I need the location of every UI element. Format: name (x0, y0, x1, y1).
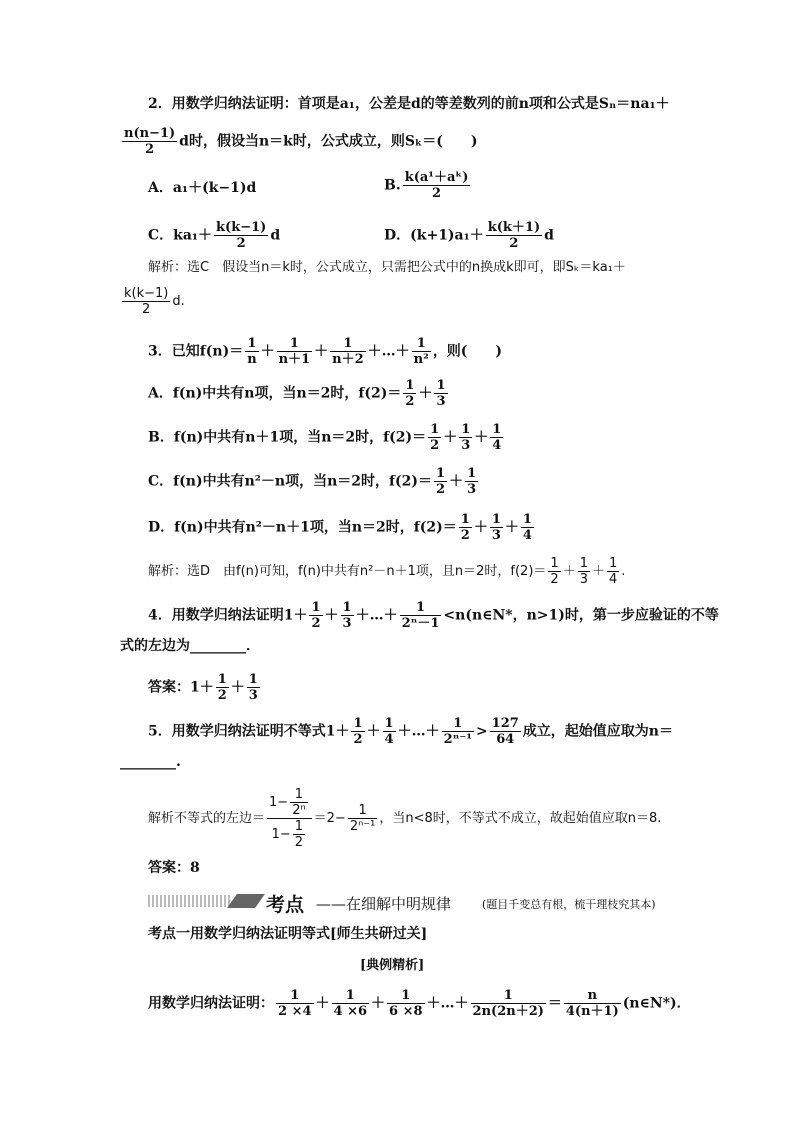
slash-decoration (227, 894, 265, 908)
q4-answer: 答案：1＋ $\frac{1}{2}$ ＋ $\frac{1}{3}$ (148, 672, 258, 703)
q5-solution: 解析不等式的左边＝ 1− $\frac{1}{\text{2ⁿ}}$ 1− $\frac{1}{2}$ ＝2− $\frac{1}{\text{2ⁿ⁻¹}}$ ，当n<8时，不等式不成立，故起始值应取n＝8. (148, 787, 662, 850)
q3-stem: 3．已知f(n)＝ $\frac{1}{n}$ ＋ $\frac{1}{n+1}$ ＋ $\frac{1}{n+2}$ ＋…＋ $\frac{1}{\text{n²}}$ ，则( ) (148, 336, 503, 367)
q4-stem-line1: 4．用数学归纳法证明1＋ $\frac{1}{2}$ ＋ $\frac{1}{3}$ ＋…＋ $\frac{1}{\text{2ⁿ－1}}$ <n(n∈N*，n>1)时，第一步应验证的不等 (148, 600, 719, 631)
example-statement: 用数学归纳法证明： $\frac{1}{2 \times 4}$ ＋ $\frac{1}{4 \times 6}$ ＋ $\frac{1}{6 \times 8}$ ＋…＋ $\frac{1}{2n(2n+2)}$ ＝ $\frac{n}{4(n+1)}$ (n∈N*)． (148, 988, 691, 1019)
q2-option-d: D．(k+1)a₁＋ $\frac{k(k+1)}{2}$ d (384, 220, 554, 251)
q3-solution: 解析：选D 由f(n)可知，f(n)中共有n²－n＋1项，且n＝2时，f(2)＝ $\frac{1}{2}$ ＋ $\frac{1}{3}$ ＋ $\frac{1}{4}$ . (148, 556, 626, 587)
q2-solution-line2: $\frac{k(k-1)}{2}$ d. (124, 286, 185, 317)
q2-option-a: A．a₁＋(k−1)d (148, 180, 257, 196)
q4-stem-line2: 式的左边为________． (120, 638, 260, 654)
q2-stem-line1: 2．用数学归纳法证明：首项是a₁，公差是d的等差数列的前n项和公式是Sₙ＝na₁＋ (148, 96, 670, 112)
section-subtitle: ——在细解中明规律 (316, 895, 452, 913)
section-note: (题目千变总有根，梳干理枝究其本) (482, 898, 656, 911)
q2-solution-line1: 解析：选C 假设当n＝k时，公式成立，只需把公式中的n换成k即可，即Sₖ＝ka₁＋ (148, 260, 626, 275)
q3-option-a: A．f(n)中共有n项，当n＝2时，f(2)＝ $\frac{1}{2}$ ＋ $\frac{1}{3}$ (148, 378, 446, 409)
q5-answer: 答案：8 (148, 860, 200, 876)
q2-stem-line2: $\frac{n(n-1)}{2}$ d时，假设当n＝k时，公式成立，则Sₖ＝( ) (124, 126, 478, 157)
q3-option-b: B．f(n)中共有n＋1项，当n＝2时，f(2)＝ $\frac{1}{2}$ ＋ $\frac{1}{3}$ ＋ $\frac{1}{4}$ (148, 422, 502, 453)
q5-stem-line1: 5．用数学归纳法证明不等式1＋ $\frac{1}{2}$ ＋ $\frac{1}{4}$ ＋…＋ $\frac{1}{\text{2ⁿ⁻¹}}$ > $\frac{127}{64}$ 成立，起始值应取为n＝ (148, 716, 673, 747)
stripe-decoration (148, 895, 230, 907)
q2-option-c: C．ka₁＋ $\frac{k(k-1)}{2}$ d (148, 220, 281, 251)
point-title: 考点一用数学归纳法证明等式[师生共研过关] (148, 926, 428, 942)
q5-big-fraction: 1− $\frac{1}{\text{2ⁿ}}$ 1− $\frac{1}{2}$ (267, 787, 312, 850)
q2-fraction: $\frac{n(n-1)}{2}$ (124, 126, 176, 157)
example-label: [典例精析] (360, 958, 425, 973)
q3-option-c: C．f(n)中共有n²－n项，当n＝2时，f(2)＝ $\frac{1}{2}$ ＋ $\frac{1}{3}$ (148, 466, 477, 497)
section-header (148, 890, 668, 916)
section-title: 考点 (266, 894, 305, 916)
q5-stem-line2: ________. (120, 754, 181, 770)
q3-option-d: D．f(n)中共有n²－n＋1项，当n＝2时，f(2)＝ $\frac{1}{2}$ ＋ $\frac{1}{3}$ ＋ $\frac{1}{4}$ (148, 512, 532, 543)
q2-option-b: B. $\frac{\text{k(a¹＋aᵏ)}}{2}$ (384, 170, 469, 201)
